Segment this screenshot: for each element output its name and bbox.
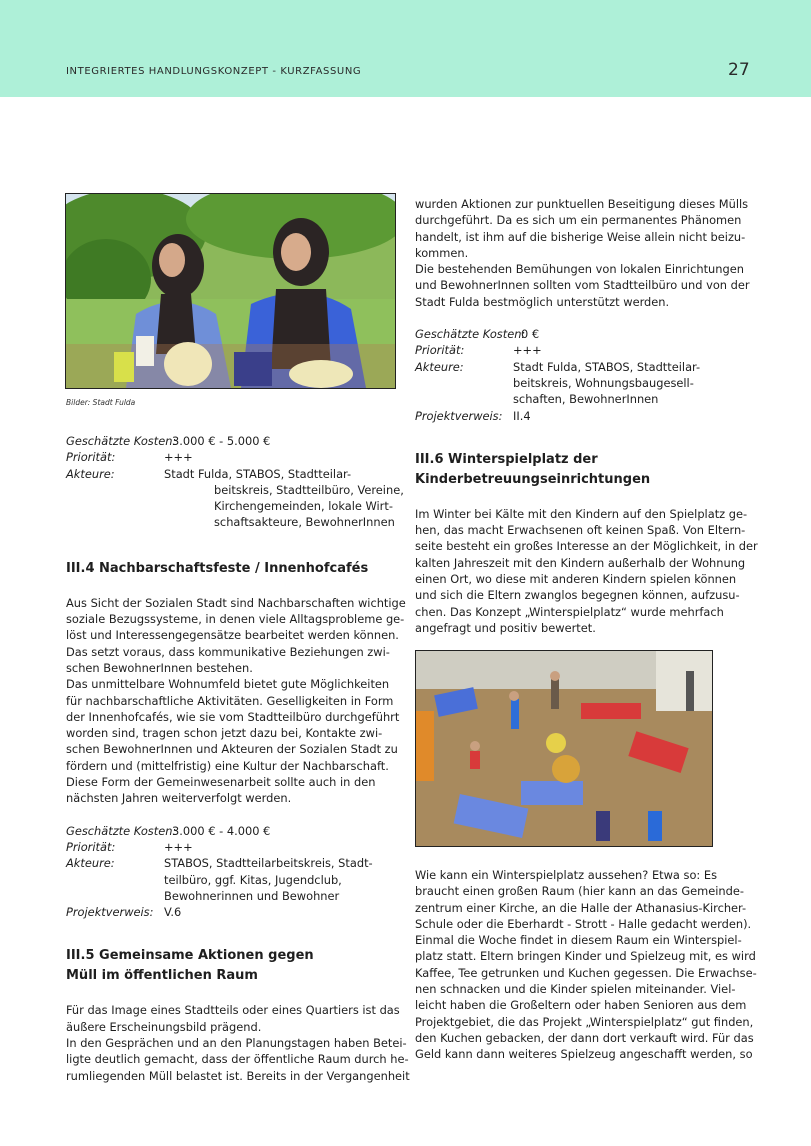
cost-label: Geschätzte Kosten:: [415, 327, 526, 342]
cost-value: 3.000 € - 5.000 €: [172, 434, 271, 448]
text-line: kommen.: [415, 245, 469, 260]
text-line: schen BewohnerInnen und Akteuren der Sozialen Stadt zu: [66, 742, 398, 757]
text-line: Stadt Fulda bestmöglich unterstützt werden.: [415, 294, 670, 309]
reference-label: Projektverweis:: [66, 905, 154, 920]
section-heading-iii5: III.5 Gemeinsame Aktionen gegen: [66, 948, 314, 964]
actors-label: Akteure:: [66, 466, 115, 481]
text-line: fördern und (mittelfristig) eine Kultur der Nachbarschaft.: [66, 758, 389, 773]
section-heading-iii6: III.6 Winterspielplatz der: [415, 451, 598, 467]
paragraph-iii6: [415, 506, 758, 636]
text-line: chen. Das Konzept „Winterspielplatz“ wurde mehrfach: [415, 604, 724, 619]
priority-row: [66, 449, 396, 465]
text-line: Für das Image eines Stadtteils oder eines Quartiers ist das: [66, 1003, 400, 1018]
priority-label: Priorität:: [66, 839, 116, 854]
page-number: 27: [728, 60, 750, 80]
text-line: Schule oder die Eberhardt - Strott - Halle gedacht werden).: [415, 916, 752, 931]
priority-row: [415, 342, 755, 358]
page-header: [0, 0, 811, 97]
text-line: einen Ort, wo diese mit anderen Kindern spielen können: [415, 572, 737, 587]
text-line: den Kuchen gebacken, der dann dort verkauft wird. Für das: [415, 1030, 754, 1045]
actors-label: Akteure:: [66, 856, 115, 871]
text-line: nen schnacken und die Kinder spielen miteinander. Viel-: [415, 982, 736, 997]
priority-label: Priorität:: [415, 343, 465, 358]
text-line: der Innenhofcafés, wie sie vom Stadtteilbüro durchgeführt: [66, 709, 400, 724]
left-column: [66, 433, 410, 1084]
text-line: soziale Bezugssysteme, in denen viele Alltagsprobleme ge-: [66, 612, 405, 627]
text-line: Aus Sicht der Sozialen Stadt sind Nachbarschaften wichtige: [66, 595, 406, 610]
text-line: rumliegenden Müll belastet ist. Bereits in der Vergangenheit: [66, 1068, 410, 1083]
priority-value: +++: [513, 343, 542, 358]
text-line: Einmal die Woche findet in diesem Raum ein Winterspiel-: [415, 933, 742, 948]
cost-value: 0 €: [521, 327, 540, 342]
text-line: leicht haben die Großeltern oder haben Senioren aus dem: [415, 998, 747, 1013]
actors-continued: beitskreis, Wohnungsbaugesell-: [513, 375, 694, 390]
text-line: In den Gesprächen und an den Planungstagen haben Betei-: [66, 1036, 407, 1051]
text-line: durchgeführt. Da es sich um ein permanentes Phänomen: [415, 213, 742, 228]
priority-value: +++: [164, 450, 193, 465]
photo-winter-playground: [415, 650, 713, 847]
right-column-lower: [415, 867, 755, 1063]
reference-label: Projektverweis:: [415, 408, 503, 423]
text-line: Die bestehenden Bemühungen von lokalen Einrichtungen: [415, 262, 744, 277]
cost-row: [66, 433, 396, 449]
text-line: Diese Form der Gemeinwesenarbeit sollte auch in den: [66, 775, 376, 790]
actors-value: Stadt Fulda, STABOS, Stadtteilar-: [513, 359, 701, 374]
section-heading-iii5-line2: Müll im öffentlichen Raum: [66, 968, 258, 984]
paragraph-iii6-continued: [415, 867, 755, 1063]
text-line: Im Winter bei Kälte mit den Kindern auf den Spielplatz ge-: [415, 506, 748, 521]
text-line: Das setzt voraus, dass kommunikative Beziehungen zwi-: [66, 644, 390, 659]
text-line: handelt, ist ihm auf die bisherige Weise allein nicht beizu-: [415, 229, 746, 244]
text-line: platz statt. Eltern bringen Kinder und Spielzeug mit, es wird: [415, 949, 756, 964]
text-line: äußere Erscheinungsbild prägend.: [66, 1019, 262, 1034]
actors-value: Stadt Fulda, STABOS, Stadtteilar-: [164, 466, 352, 481]
actors-row: [415, 359, 755, 375]
actors-row: [66, 466, 396, 482]
text-line: Geld kann dann weiteres Spielzeug angeschafft werden, so: [415, 1047, 753, 1062]
text-line: Kaffee, Tee getrunken und Kuchen gegessen. Die Erwachse-: [415, 965, 757, 980]
reference-row: [415, 408, 755, 424]
cost-value: 3.000 € - 4.000 €: [172, 823, 271, 838]
cost-row: [415, 326, 755, 342]
reference-value: II.4: [513, 408, 531, 423]
priority-label: Priorität:: [66, 450, 116, 465]
text-line: kalten Jahreszeit mit den Kindern außerhalb der Wohnung: [415, 555, 746, 570]
section-heading-iii4: III.4 Nachbarschaftsfeste / Innenhofcafés: [66, 560, 369, 576]
cost-label: Geschätzte Kosten:: [66, 434, 177, 448]
cost-label: Geschätzte Kosten:: [66, 823, 177, 838]
priority-row: [66, 839, 396, 855]
actors-continued: beitskreis, Stadtteilbüro, Vereine,: [214, 482, 404, 497]
text-line: angefragt und positiv bewertet.: [415, 620, 596, 635]
text-line: und sich die Eltern zwanglos begegnen können, aufzusu-: [415, 588, 740, 603]
text-line: ligte deutlich gemacht, dass der öffentliche Raum durch he-: [66, 1052, 409, 1067]
text-line: für nachbarschaftliche Aktivitäten. Geselligkeiten in Form: [66, 693, 394, 708]
reference-row: [66, 904, 396, 920]
actors-row: [66, 855, 396, 871]
text-line: braucht einen großen Raum (hier kann an das Gemeinde-: [415, 884, 744, 899]
text-line: nächsten Jahren weiterverfolgt werden.: [66, 791, 292, 806]
actors-value: STABOS, Stadtteilarbeitskreis, Stadt-: [164, 856, 373, 871]
text-line: schen BewohnerInnen bestehen.: [66, 660, 253, 675]
actors-continued: Bewohnerinnen und Bewohner: [164, 888, 340, 903]
photo-caption: Bilder: Stadt Fulda: [66, 398, 136, 407]
actors-continued: Kirchengemeinden, lokale Wirt-: [214, 499, 393, 514]
document-title: INTEGRIERTES HANDLUNGSKONZEPT - KURZFASSUNG: [66, 66, 362, 77]
text-line: Projektgebiet, die das Projekt „Winterspielplatz“ gut finden,: [415, 1014, 754, 1029]
actors-continued: teilbüro, ggf. Kitas, Jugendclub,: [164, 872, 342, 887]
text-line: und BewohnerInnen sollten vom Stadtteilbüro und von der: [415, 278, 750, 293]
section-heading-iii6-line2: Kinderbetreuungseinrichtungen: [415, 471, 651, 487]
actors-label: Akteure:: [415, 359, 464, 374]
paragraph-iii4: [66, 595, 406, 807]
text-line: wurden Aktionen zur punktuellen Beseitigung dieses Mülls: [415, 197, 749, 211]
actors-continued: schaften, BewohnerInnen: [513, 392, 659, 407]
priority-value: +++: [164, 839, 193, 854]
text-line: hen, das macht Erwachsenen oft keinen Spaß. Von Eltern-: [415, 523, 746, 538]
actors-continued: schaftsakteure, BewohnerInnen: [214, 515, 395, 530]
text-line: zentrum einer Kirche, an die Halle der Athanasius-Kircher-: [415, 900, 747, 915]
right-column: [415, 196, 758, 636]
text-line: Wie kann ein Winterspielplatz aussehen? Etwa so: Es: [415, 868, 718, 882]
photo-winter-playground-illustration: [416, 651, 712, 846]
photo-women-garden-illustration: [66, 194, 395, 388]
text-line: worden sind, tragen schon jetzt dazu bei, Kontakte zwi-: [66, 726, 383, 741]
paragraph-continued: [415, 196, 755, 310]
reference-value: V.6: [164, 905, 182, 920]
photo-women-garden: [65, 193, 396, 389]
paragraph-iii5: [66, 1002, 410, 1083]
text-line: Das unmittelbare Wohnumfeld bietet gute Möglichkeiten: [66, 677, 390, 692]
cost-row: [66, 823, 396, 839]
text-line: löst und Interessengegensätze bearbeitet werden können.: [66, 628, 399, 643]
text-line: seite besteht ein großes Interesse an der Möglichkeit, in der: [415, 539, 758, 554]
